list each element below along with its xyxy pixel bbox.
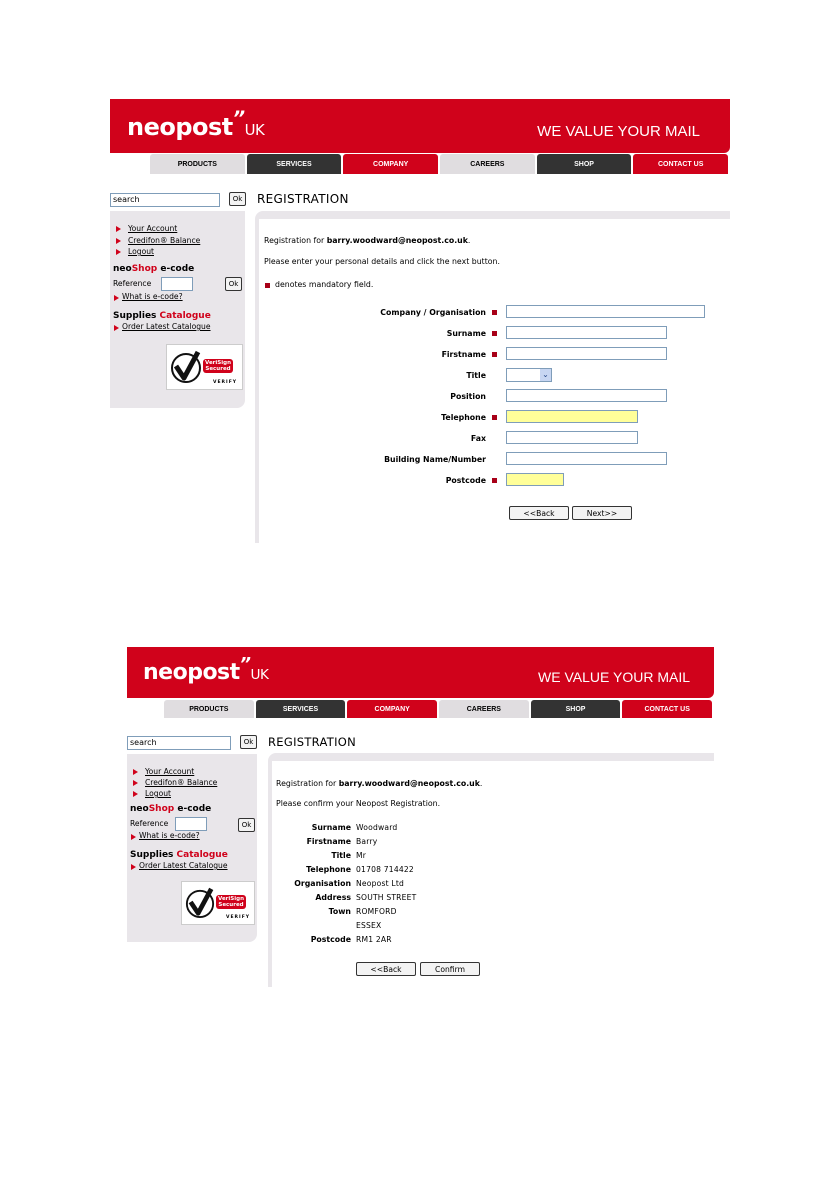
ecode-head-b: Shop bbox=[131, 264, 158, 274]
back-button[interactable]: <<Back bbox=[356, 962, 416, 976]
nav-tab-careers[interactable]: CAREERS bbox=[439, 700, 529, 718]
check-mark-icon bbox=[185, 885, 215, 919]
arrow-icon bbox=[114, 325, 119, 331]
intro-suffix: . bbox=[467, 236, 471, 245]
next-button[interactable]: Next>> bbox=[572, 506, 632, 520]
reference-ok-button[interactable]: Ok bbox=[238, 818, 255, 832]
verisign-verify: VERIFY bbox=[213, 380, 238, 385]
instruction-text: Please confirm your Neopost Registration. bbox=[276, 799, 441, 808]
instruction-text: Please enter your personal details and click the next button. bbox=[264, 257, 500, 266]
nav-tab-products[interactable]: PRODUCTS bbox=[164, 700, 254, 718]
intro-text bbox=[276, 779, 482, 788]
telephone-input[interactable] bbox=[506, 410, 638, 423]
neopost-logo[interactable] bbox=[127, 107, 265, 141]
arrow-icon bbox=[116, 226, 121, 232]
company-input[interactable] bbox=[506, 305, 705, 318]
verisign-line2: Secured bbox=[205, 366, 231, 372]
nav-tab-contact-us[interactable]: CONTACT US bbox=[622, 700, 712, 718]
page-title: REGISTRATION bbox=[257, 192, 349, 206]
logo-suffix: UK bbox=[250, 667, 269, 683]
search-ok-button[interactable]: Ok bbox=[240, 735, 257, 749]
arrow-icon bbox=[131, 834, 136, 840]
main-nav bbox=[150, 154, 730, 174]
sidebar-link-your-account[interactable]: Your Account bbox=[128, 224, 178, 233]
slogan: WE VALUE YOUR MAIL bbox=[538, 669, 690, 685]
mandatory-marker bbox=[265, 283, 270, 288]
verisign-line1: VeriSign bbox=[218, 896, 244, 902]
nav-tab-company[interactable]: COMPANY bbox=[347, 700, 437, 718]
check-mark-icon bbox=[170, 348, 202, 384]
detail-label-organisation: Organisation bbox=[294, 879, 351, 888]
nav-tab-contact-us[interactable]: CONTACT US bbox=[633, 154, 728, 174]
intro-text bbox=[264, 236, 470, 245]
nav-tab-products[interactable]: PRODUCTS bbox=[150, 154, 245, 174]
intro-suffix: . bbox=[479, 779, 483, 788]
order-catalogue-link[interactable]: Order Latest Catalogue bbox=[122, 322, 211, 331]
mandatory-marker bbox=[492, 478, 497, 483]
sidebar-link-credifon-balance[interactable]: Credifon® Balance bbox=[145, 778, 218, 787]
ecode-head-a: neo bbox=[130, 804, 149, 814]
search-input[interactable]: search bbox=[110, 193, 220, 207]
field-label-postcode: Postcode bbox=[445, 476, 486, 485]
ecode-heading bbox=[113, 264, 194, 274]
registration-form-screenshot bbox=[110, 99, 730, 543]
arrow-icon bbox=[133, 791, 138, 797]
supplies-head-a: Supplies bbox=[130, 850, 177, 860]
detail-label-firstname: Firstname bbox=[306, 837, 351, 846]
nav-tab-shop[interactable]: SHOP bbox=[531, 700, 621, 718]
supplies-heading bbox=[113, 311, 211, 321]
verisign-verify: VERIFY bbox=[226, 915, 251, 920]
sidebar-link-logout[interactable]: Logout bbox=[128, 247, 154, 256]
user-email: barry.woodward@neopost.co.uk bbox=[326, 236, 468, 245]
main-nav bbox=[164, 700, 714, 718]
user-email: barry.woodward@neopost.co.uk bbox=[338, 779, 480, 788]
mandatory-marker bbox=[492, 310, 497, 315]
logo-mark: ” bbox=[239, 655, 251, 676]
detail-label-title: Title bbox=[331, 851, 351, 860]
reference-ok-button[interactable]: Ok bbox=[225, 277, 242, 291]
detail-value-address: SOUTH STREET bbox=[356, 893, 417, 902]
mandatory-marker bbox=[492, 415, 497, 420]
detail-value-title: Mr bbox=[356, 851, 367, 860]
what-is-ecode-link[interactable]: What is e-code? bbox=[122, 292, 183, 301]
form-panel bbox=[255, 211, 730, 543]
reference-label: Reference bbox=[130, 819, 169, 828]
sidebar bbox=[127, 754, 257, 942]
detail-value-organisation: Neopost Ltd bbox=[356, 879, 405, 888]
field-label-firstname: Firstname bbox=[441, 350, 486, 359]
intro-prefix: Registration for bbox=[276, 779, 339, 788]
nav-tab-careers[interactable]: CAREERS bbox=[440, 154, 535, 174]
ecode-head-c: e-code bbox=[157, 264, 195, 274]
verisign-seal[interactable] bbox=[166, 344, 243, 390]
title-select[interactable] bbox=[506, 368, 552, 382]
ecode-head-b: Shop bbox=[148, 804, 175, 814]
field-label-position: Position bbox=[450, 392, 486, 401]
field-label-title: Title bbox=[466, 371, 486, 380]
field-label-building: Building Name/Number bbox=[384, 455, 486, 464]
logo-text: neopost bbox=[143, 660, 240, 685]
ecode-head-c: e-code bbox=[174, 804, 212, 814]
detail-label-town: Town bbox=[328, 907, 351, 916]
surname-input[interactable] bbox=[506, 326, 667, 339]
detail-label-postcode: Postcode bbox=[310, 935, 351, 944]
chevron-down-icon: ⌄ bbox=[540, 369, 551, 381]
mandatory-marker bbox=[492, 352, 497, 357]
supplies-head-b: Catalogue bbox=[176, 850, 228, 860]
registration-confirm-screenshot bbox=[127, 647, 714, 987]
verisign-line1: VeriSign bbox=[205, 360, 231, 366]
search-input[interactable]: search bbox=[127, 736, 231, 750]
field-label-company: Company / Organisation bbox=[380, 308, 486, 317]
position-input[interactable] bbox=[506, 389, 667, 402]
ecode-head-a: neo bbox=[113, 264, 132, 274]
sidebar bbox=[110, 211, 245, 408]
sidebar-link-logout[interactable]: Logout bbox=[145, 789, 171, 798]
logo-text: neopost bbox=[127, 113, 233, 141]
back-button[interactable]: <<Back bbox=[509, 506, 569, 520]
order-catalogue-link[interactable]: Order Latest Catalogue bbox=[139, 861, 228, 870]
ecode-heading bbox=[130, 804, 211, 814]
arrow-icon bbox=[116, 249, 121, 255]
field-label-telephone: Telephone bbox=[441, 413, 486, 422]
detail-label-surname: Surname bbox=[311, 823, 351, 832]
reference-input[interactable] bbox=[175, 817, 207, 831]
nav-tab-shop[interactable]: SHOP bbox=[537, 154, 632, 174]
reference-input[interactable] bbox=[161, 277, 193, 291]
arrow-icon bbox=[116, 238, 121, 244]
search-ok-button[interactable]: Ok bbox=[229, 192, 246, 206]
sidebar-link-your-account[interactable]: Your Account bbox=[145, 767, 195, 776]
detail-label-address: Address bbox=[315, 893, 351, 902]
supplies-head-a: Supplies bbox=[113, 311, 160, 321]
field-label-surname: Surname bbox=[446, 329, 486, 338]
page-title: REGISTRATION bbox=[268, 735, 357, 749]
arrow-icon bbox=[133, 769, 138, 775]
fax-input[interactable] bbox=[506, 431, 638, 444]
nav-tab-services[interactable]: SERVICES bbox=[247, 154, 342, 174]
arrow-icon bbox=[114, 295, 119, 301]
detail-value-postcode: RM1 2AR bbox=[356, 935, 392, 944]
verisign-badge bbox=[203, 359, 233, 373]
logo-suffix: UK bbox=[244, 121, 265, 139]
nav-tab-company[interactable]: COMPANY bbox=[343, 154, 438, 174]
slogan: WE VALUE YOUR MAIL bbox=[537, 123, 700, 140]
neopost-logo[interactable] bbox=[143, 655, 269, 685]
detail-value-surname: Woodward bbox=[356, 823, 398, 832]
detail-value-town: ROMFORD bbox=[356, 907, 397, 916]
detail-label-telephone: Telephone bbox=[306, 865, 351, 874]
detail-value-firstname: Barry bbox=[356, 837, 378, 846]
nav-tab-services[interactable]: SERVICES bbox=[256, 700, 346, 718]
arrow-icon bbox=[131, 864, 136, 870]
confirm-panel bbox=[268, 753, 714, 987]
field-label-fax: Fax bbox=[470, 434, 486, 443]
building-input[interactable] bbox=[506, 452, 667, 465]
confirm-button[interactable]: Confirm bbox=[420, 962, 480, 976]
postcode-input[interactable] bbox=[506, 473, 564, 486]
firstname-input[interactable] bbox=[506, 347, 667, 360]
detail-value-telephone: 01708 714422 bbox=[356, 865, 414, 874]
detail-value-county: ESSEX bbox=[356, 921, 382, 930]
site-header bbox=[127, 647, 714, 698]
verisign-line2: Secured bbox=[218, 902, 244, 908]
supplies-heading bbox=[130, 850, 228, 860]
what-is-ecode-link[interactable]: What is e-code? bbox=[139, 831, 200, 840]
sidebar-link-credifon-balance[interactable]: Credifon® Balance bbox=[128, 236, 201, 245]
mandatory-marker bbox=[492, 331, 497, 336]
mandatory-note: denotes mandatory field. bbox=[275, 280, 374, 289]
intro-prefix: Registration for bbox=[264, 236, 327, 245]
reference-label: Reference bbox=[113, 279, 152, 288]
site-header bbox=[110, 99, 730, 153]
logo-mark: ” bbox=[232, 107, 245, 131]
supplies-head-b: Catalogue bbox=[159, 311, 211, 321]
arrow-icon bbox=[133, 780, 138, 786]
